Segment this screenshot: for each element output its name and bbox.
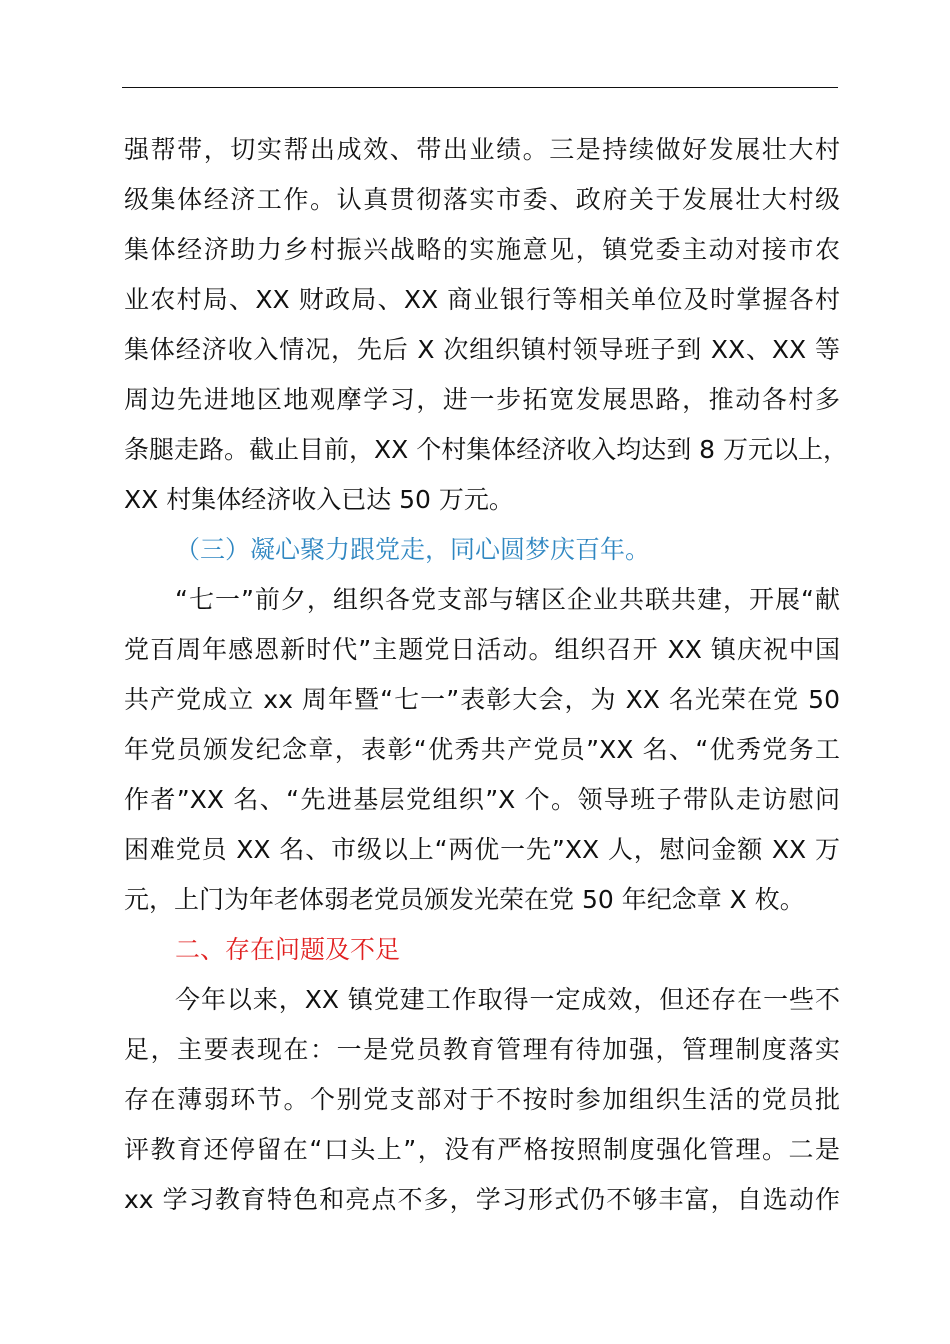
text-line: 年党员颁发纪念章，表彰“优秀共产党员”XX 名、“优秀党务工	[124, 735, 840, 764]
text-line: 业农村局、XX 财政局、XX 商业银行等相关单位及时掌握各村	[124, 285, 840, 314]
text-line: 今年以来，XX 镇党建工作取得一定成效，但还存在一些不	[175, 985, 840, 1014]
section-heading-problems: 二、存在问题及不足	[175, 935, 401, 964]
paragraph-village-economy	[124, 125, 849, 525]
header-rule	[122, 87, 838, 88]
text-line: 作者”XX 名、“先进基层党组织”X 个。领导班子带队走访慰问	[124, 785, 840, 814]
text-line: 评教育还停留在“口头上”，没有严格按照制度强化管理。二是	[124, 1135, 840, 1164]
text-line: 足，主要表现在：一是党员教育管理有待加强，管理制度落实	[124, 1035, 840, 1064]
paragraph-july-first	[124, 575, 840, 925]
text-line: 强帮带，切实帮出成效、带出业绩。三是持续做好发展壮大村	[124, 135, 840, 164]
text-line: 困难党员 XX 名、市级以上“两优一先”XX 人，慰问金额 XX 万	[124, 835, 840, 864]
text-line: 存在薄弱环节。个别党支部对于不按时参加组织生活的党员批	[124, 1085, 840, 1114]
text-line: 党百周年感恩新时代”主题党日活动。组织召开 XX 镇庆祝中国	[124, 635, 840, 664]
text-line: 集体经济助力乡村振兴战略的实施意见，镇党委主动对接市农	[124, 235, 840, 264]
paragraph-shortcomings	[124, 975, 840, 1225]
text-line: xx 学习教育特色和亮点不多，学习形式仍不够丰富，自选动作	[124, 1185, 840, 1214]
text-line: 共产党成立 xx 周年暨“七一”表彰大会，为 XX 名光荣在党 50	[124, 685, 840, 714]
text-line: 周边先进地区地观摩学习，进一步拓宽发展思路，推动各村多	[124, 385, 840, 414]
text-line: 级集体经济工作。认真贯彻落实市委、政府关于发展壮大村级	[124, 185, 840, 214]
text-line: 集体经济收入情况，先后 X 次组织镇村领导班子到 XX、XX 等	[124, 335, 840, 364]
text-line: 条腿走路。截止目前，XX 个村集体经济收入均达到 8 万元以上，	[124, 435, 849, 464]
document-body	[124, 125, 849, 1225]
text-line: 元，上门为年老体弱老党员颁发光荣在党 50 年纪念章 X 枚。	[124, 885, 805, 914]
text-line: “七一”前夕，组织各党支部与辖区企业共联共建，开展“献	[175, 585, 840, 614]
section-heading-three: （三）凝心聚力跟党走，同心圆梦庆百年。	[175, 535, 651, 564]
text-line: XX 村集体经济收入已达 50 万元。	[124, 485, 514, 514]
